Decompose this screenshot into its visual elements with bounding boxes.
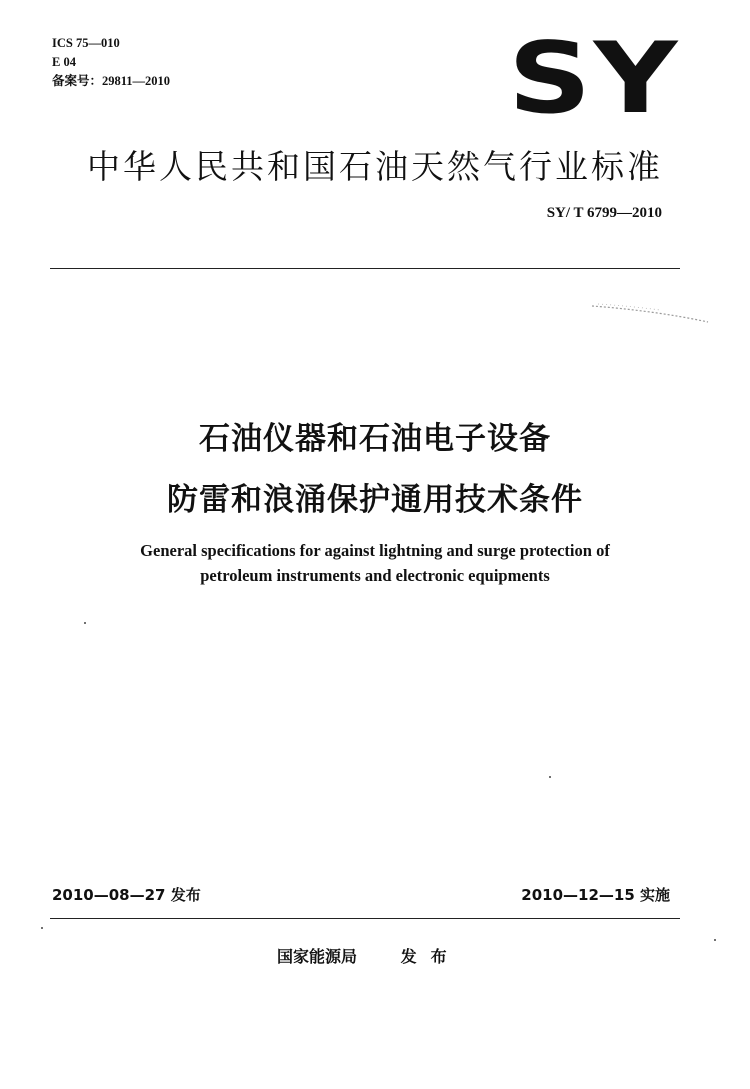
english-title (0, 538, 750, 588)
scan-speck (41, 927, 43, 929)
chinese-title-line-1: 石油仪器和石油电子设备 (199, 421, 551, 457)
sy-logo: SY (508, 22, 680, 136)
standard-number: SY/ T 6799—2010 (546, 205, 662, 221)
header-metadata (52, 34, 170, 91)
industry-standard-title: 中华人民共和国石油天然气行业标准 (87, 147, 663, 186)
classification-code: E 04 (52, 55, 76, 69)
english-title-line-2: petroleum instruments and electronic equipments (200, 566, 550, 585)
scan-noise-mark (590, 300, 710, 326)
publisher-name: 国家能源局 (277, 947, 358, 966)
publisher-line (277, 944, 461, 967)
scan-speck (84, 622, 86, 624)
filing-number: 备案号：29811—2010 (52, 74, 171, 88)
issue-date: 2010—08—27 发布 (52, 886, 201, 904)
publisher-action: 发布 (400, 947, 461, 966)
scan-speck (714, 939, 716, 941)
top-divider (50, 268, 680, 269)
chinese-title-line-2: 防雷和浪涌保护通用技术条件 (167, 482, 583, 518)
implementation-date: 2010—12—15 实施 (521, 886, 670, 904)
scan-speck (549, 776, 551, 778)
ics-code: ICS 75—010 (52, 36, 120, 50)
english-title-line-1: General specifications for against lightning and surge protection of (140, 541, 610, 560)
bottom-divider (50, 918, 680, 919)
